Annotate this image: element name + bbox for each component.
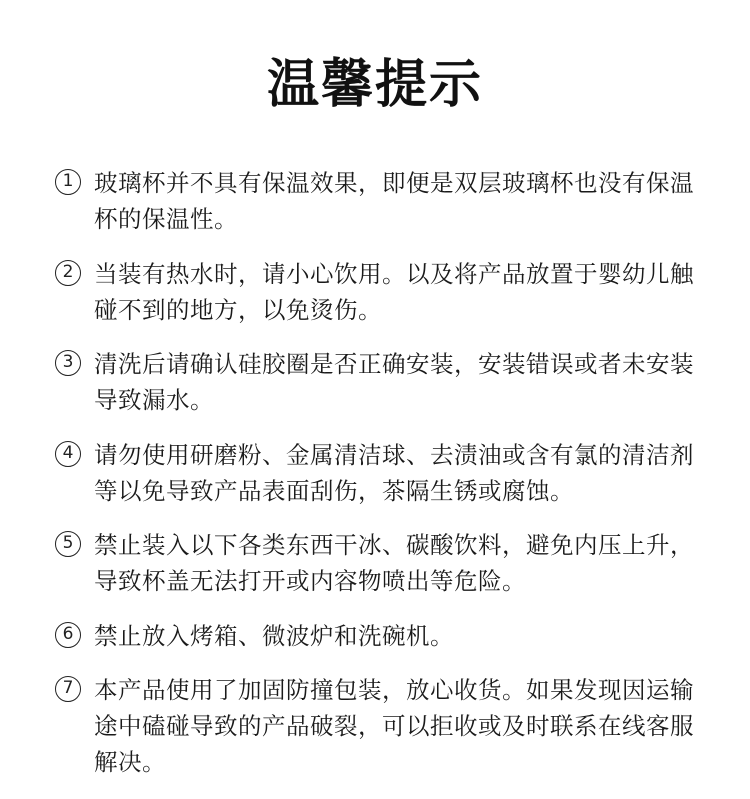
circled-number: 3 xyxy=(55,350,81,376)
list-item xyxy=(55,527,705,599)
circled-number: 1 xyxy=(55,169,81,195)
tip-text: 请勿使用研磨粉、金属清洁球、去渍油或含有氯的清洁剂等以免导致产品表面刮伤，茶隔生锈或腐蚀。 xyxy=(94,440,694,505)
tips-list xyxy=(55,165,705,799)
circled-number: 2 xyxy=(55,260,81,286)
tip-text: 本产品使用了加固防撞包装，放心收货。如果发现因运输途中磕碰导致的产品破裂，可以拒收或及时联系在线客服解决。 xyxy=(94,676,694,776)
list-item xyxy=(55,165,705,237)
tip-text: 禁止装入以下各类东西干冰、碳酸饮料，避免内压上升，导致杯盖无法打开或内容物喷出等危险。 xyxy=(94,531,694,595)
list-item xyxy=(55,618,705,654)
circled-number: 5 xyxy=(55,531,81,557)
circled-number: 6 xyxy=(55,622,81,648)
list-item xyxy=(55,256,705,328)
list-item xyxy=(55,672,705,780)
list-item xyxy=(55,346,705,418)
tip-text: 禁止放入烤箱、微波炉和洗碗机。 xyxy=(94,621,454,650)
tip-text: 玻璃杯并不具有保温效果，即便是双层玻璃杯也没有保温杯的保温性。 xyxy=(94,169,694,233)
tip-text: 当装有热水时，请小心饮用。以及将产品放置于婴幼儿触碰不到的地方，以免烫伤。 xyxy=(94,259,694,324)
circled-number: 4 xyxy=(55,441,81,467)
tip-text: 清洗后请确认硅胶圈是否正确安装，安装错误或者未安装导致漏水。 xyxy=(94,350,694,414)
list-item xyxy=(55,437,705,509)
circled-number: 7 xyxy=(55,676,81,702)
page-title: 温馨提示 xyxy=(266,55,483,115)
